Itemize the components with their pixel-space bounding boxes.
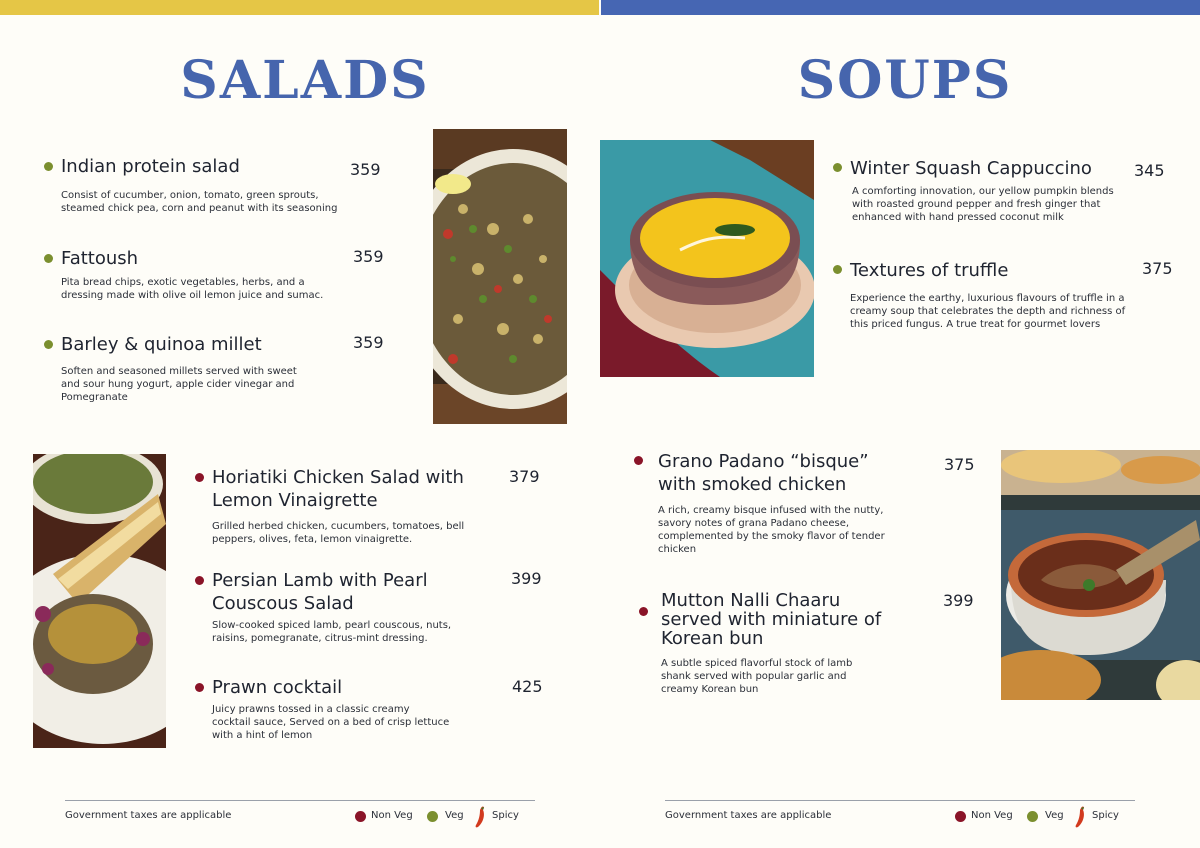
item-description: A rich, creamy bisque infused with the nutty, savory notes of grana Padano cheese, complemented by the smoky flavor of tender chicken xyxy=(658,505,885,555)
legend-veg-label: Veg xyxy=(1045,810,1064,821)
menu-item-mutton-nalli-chaaru xyxy=(661,591,991,701)
item-name: Grano Padano “bisque” with smoked chicken xyxy=(658,451,869,495)
item-price: 375 xyxy=(944,455,975,474)
item-description: Experience the earthy, luxurious flavours of truffle in a creamy soup that celebrates the depth and richness of this priced fungus. A true treat for gourmet lovers xyxy=(850,293,1126,330)
item-name: Fattoush xyxy=(61,248,139,269)
menu-item-winter-squash-cappuccino xyxy=(850,157,1180,227)
chicken-salad-photo xyxy=(33,454,166,748)
mutton-soup-photo xyxy=(1001,450,1200,700)
non-veg-dot-icon xyxy=(195,576,204,585)
item-price: 399 xyxy=(943,591,974,610)
non-veg-dot-icon xyxy=(195,473,204,482)
footer-tax-note-right: Government taxes are applicable xyxy=(665,810,832,821)
footer-tax-note-left: Government taxes are applicable xyxy=(65,810,232,821)
item-description: Juicy prawns tossed in a classic creamy cocktail sauce, Served on a bed of crisp lettuce with a hint of lemon xyxy=(212,704,450,741)
menu-item-horiatiki-chicken-salad xyxy=(212,466,552,551)
menu-item-persian-lamb-couscous-salad xyxy=(212,569,552,649)
legend-spicy-label: Spicy xyxy=(1092,810,1119,821)
item-price: 399 xyxy=(511,569,542,588)
item-price: 375 xyxy=(1142,259,1173,278)
legend-veg-label: Veg xyxy=(445,810,464,821)
item-price: 379 xyxy=(509,467,540,486)
veg-dot-icon xyxy=(44,162,53,171)
legend-non-veg-label: Non Veg xyxy=(971,810,1013,821)
menu-item-textures-of-truffle xyxy=(850,259,1180,334)
footer-divider-right xyxy=(665,800,1135,801)
item-price: 425 xyxy=(512,677,543,696)
pumpkin-soup-photo xyxy=(600,140,814,377)
veg-dot-icon xyxy=(1027,811,1038,822)
item-description: Soften and seasoned millets served with sweet and sour hung yogurt, apple cider vinegar and Pomegranate xyxy=(61,366,297,403)
item-description: Consist of cucumber, onion, tomato, green sprouts, steamed chick pea, corn and peanut with its seasoning xyxy=(61,190,338,214)
veg-dot-icon xyxy=(833,163,842,172)
item-price: 345 xyxy=(1134,161,1165,180)
item-description: A comforting innovation, our yellow pumpkin blends with roasted ground pepper and fresh ginger that enhanced with hand pressed coconut milk xyxy=(852,186,1114,223)
legend-non-veg-label: Non Veg xyxy=(371,810,413,821)
non-veg-dot-icon xyxy=(955,811,966,822)
item-name: Textures of truffle xyxy=(850,260,1009,281)
menu-item-barley-quinoa-millet xyxy=(61,333,391,408)
veg-dot-icon xyxy=(833,265,842,274)
item-name: Winter Squash Cappuccino xyxy=(850,158,1092,179)
item-name: Prawn cocktail xyxy=(212,677,343,698)
item-description: A subtle spiced flavorful stock of lamb shank served with popular garlic and creamy Korean bun xyxy=(661,658,853,695)
item-description: Slow-cooked spiced lamb, pearl couscous, nuts, raisins, pomegranate, citrus-mint dressing. xyxy=(212,620,452,644)
item-price: 359 xyxy=(350,160,381,179)
non-veg-dot-icon xyxy=(639,607,648,616)
item-description: Grilled herbed chicken, cucumbers, tomatoes, bell peppers, olives, feta, lemon vinaigrette. xyxy=(212,521,465,545)
non-veg-dot-icon xyxy=(195,683,204,692)
item-price: 359 xyxy=(353,333,384,352)
item-name: Persian Lamb with Pearl Couscous Salad xyxy=(212,570,428,614)
item-name: Horiatiki Chicken Salad with Lemon Vinaigrette xyxy=(212,467,464,511)
item-name: Mutton Nalli Chaaru served with miniature of Korean bun xyxy=(661,590,882,649)
footer-divider-left xyxy=(65,800,535,801)
legend-spicy-label: Spicy xyxy=(492,810,519,821)
veg-dot-icon xyxy=(427,811,438,822)
veg-dot-icon xyxy=(44,340,53,349)
item-name: Barley & quinoa millet xyxy=(61,334,262,355)
top-bar-right xyxy=(601,0,1200,15)
sprout-salad-photo xyxy=(433,129,567,424)
item-price: 359 xyxy=(353,247,384,266)
salads-title: SALADS xyxy=(180,50,430,111)
item-description: Pita bread chips, exotic vegetables, herbs, and a dressing made with olive oil lemon juice and sumac. xyxy=(61,277,324,301)
menu-item-fattoush xyxy=(61,247,391,307)
soups-title: SOUPS xyxy=(797,50,1013,111)
menu-item-indian-protein-salad xyxy=(61,155,391,225)
chili-icon xyxy=(475,806,487,828)
non-veg-dot-icon xyxy=(355,811,366,822)
chili-icon xyxy=(1075,806,1087,828)
non-veg-dot-icon xyxy=(634,456,643,465)
menu-item-grano-padano-bisque xyxy=(658,450,988,560)
item-name: Indian protein salad xyxy=(61,156,240,177)
menu-item-prawn-cocktail xyxy=(212,676,552,746)
top-bar-left xyxy=(0,0,599,15)
veg-dot-icon xyxy=(44,254,53,263)
